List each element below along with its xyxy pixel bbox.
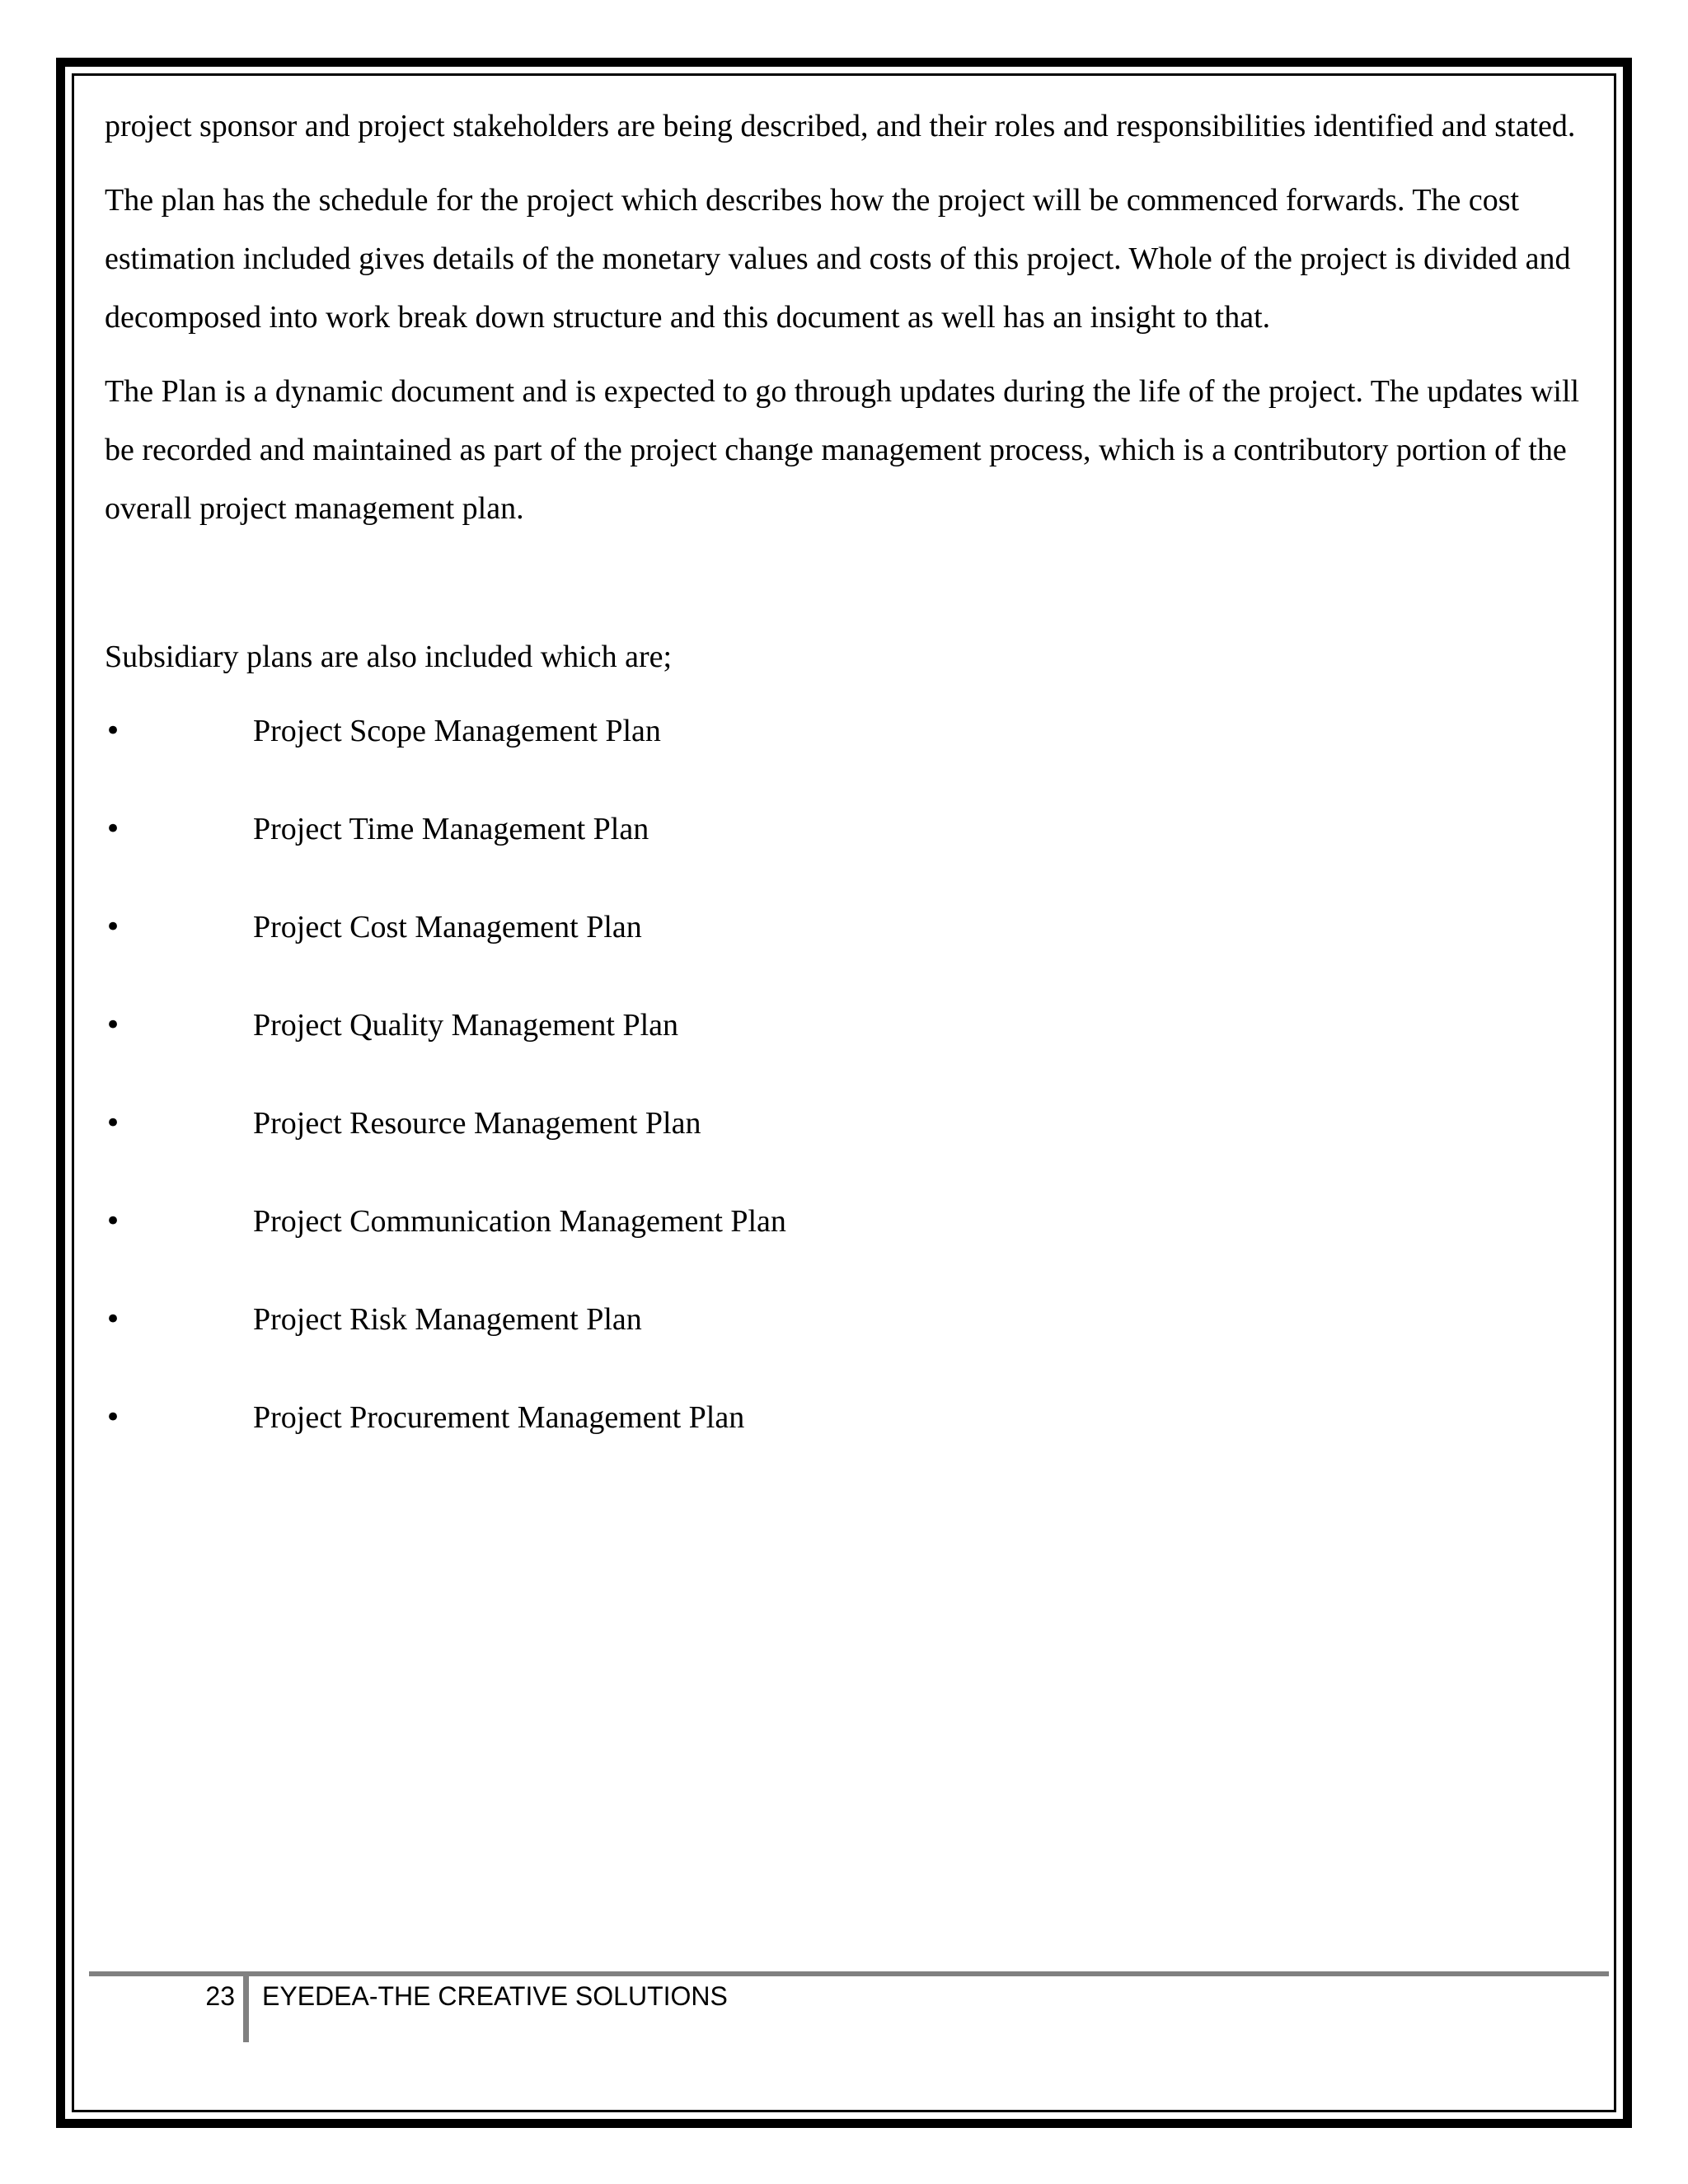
list-item-text: Project Resource Management Plan bbox=[253, 1106, 701, 1141]
list-item-text: Project Risk Management Plan bbox=[253, 1302, 642, 1337]
list-item-text: Project Procurement Management Plan bbox=[253, 1400, 745, 1435]
list-intro: Subsidiary plans are also included which are; bbox=[105, 640, 673, 674]
subsidiary-plans-list bbox=[105, 702, 1588, 1487]
list-item-text: Project Communication Management Plan bbox=[253, 1204, 786, 1239]
list-item bbox=[105, 800, 1588, 898]
list-item bbox=[105, 702, 1588, 800]
footer-rule bbox=[89, 1971, 1609, 1976]
list-item-text: Project Quality Management Plan bbox=[253, 1008, 679, 1043]
bullet-icon: • bbox=[105, 715, 122, 748]
paragraph-dynamic-document: The Plan is a dynamic document and is expected to go through updates during the life of the project. The updates will be recorded and maintained as part of the project change management process, which is a contributory portion of the overall project management plan. bbox=[105, 374, 1580, 526]
bullet-icon: • bbox=[105, 813, 122, 846]
list-item-text: Project Cost Management Plan bbox=[253, 910, 642, 944]
list-item-text: Project Scope Management Plan bbox=[253, 714, 661, 748]
list-item bbox=[105, 1094, 1588, 1193]
paragraph-schedule-cost: The plan has the schedule for the project which describes how the project will be commenced forwards. The cost estimation included gives details of the monetary values and costs of this project. Whole of the project is divided and decomposed into work break down structure and this document as well has an insight to that. bbox=[105, 183, 1571, 335]
bullet-icon: • bbox=[105, 1009, 122, 1042]
list-item bbox=[105, 1291, 1588, 1389]
list-item bbox=[105, 898, 1588, 996]
bullet-icon: • bbox=[105, 911, 122, 944]
paragraph-roles: project sponsor and project stakeholders are being described, and their roles and responsibilities identified and stated. bbox=[105, 109, 1576, 143]
bullet-icon: • bbox=[105, 1401, 122, 1434]
footer-divider bbox=[243, 1976, 249, 2042]
page-content bbox=[105, 97, 1588, 1487]
bullet-icon: • bbox=[105, 1107, 122, 1140]
list-item bbox=[105, 996, 1588, 1094]
list-item bbox=[105, 1389, 1588, 1487]
page-number: 23 bbox=[205, 1981, 235, 2011]
bullet-icon: • bbox=[105, 1303, 122, 1336]
list-item-text: Project Time Management Plan bbox=[253, 812, 649, 846]
spacer bbox=[105, 554, 1588, 628]
list-item bbox=[105, 1193, 1588, 1291]
bullet-icon: • bbox=[105, 1205, 122, 1238]
footer-company-name: EYEDEA-THE CREATIVE SOLUTIONS bbox=[262, 1981, 728, 2011]
